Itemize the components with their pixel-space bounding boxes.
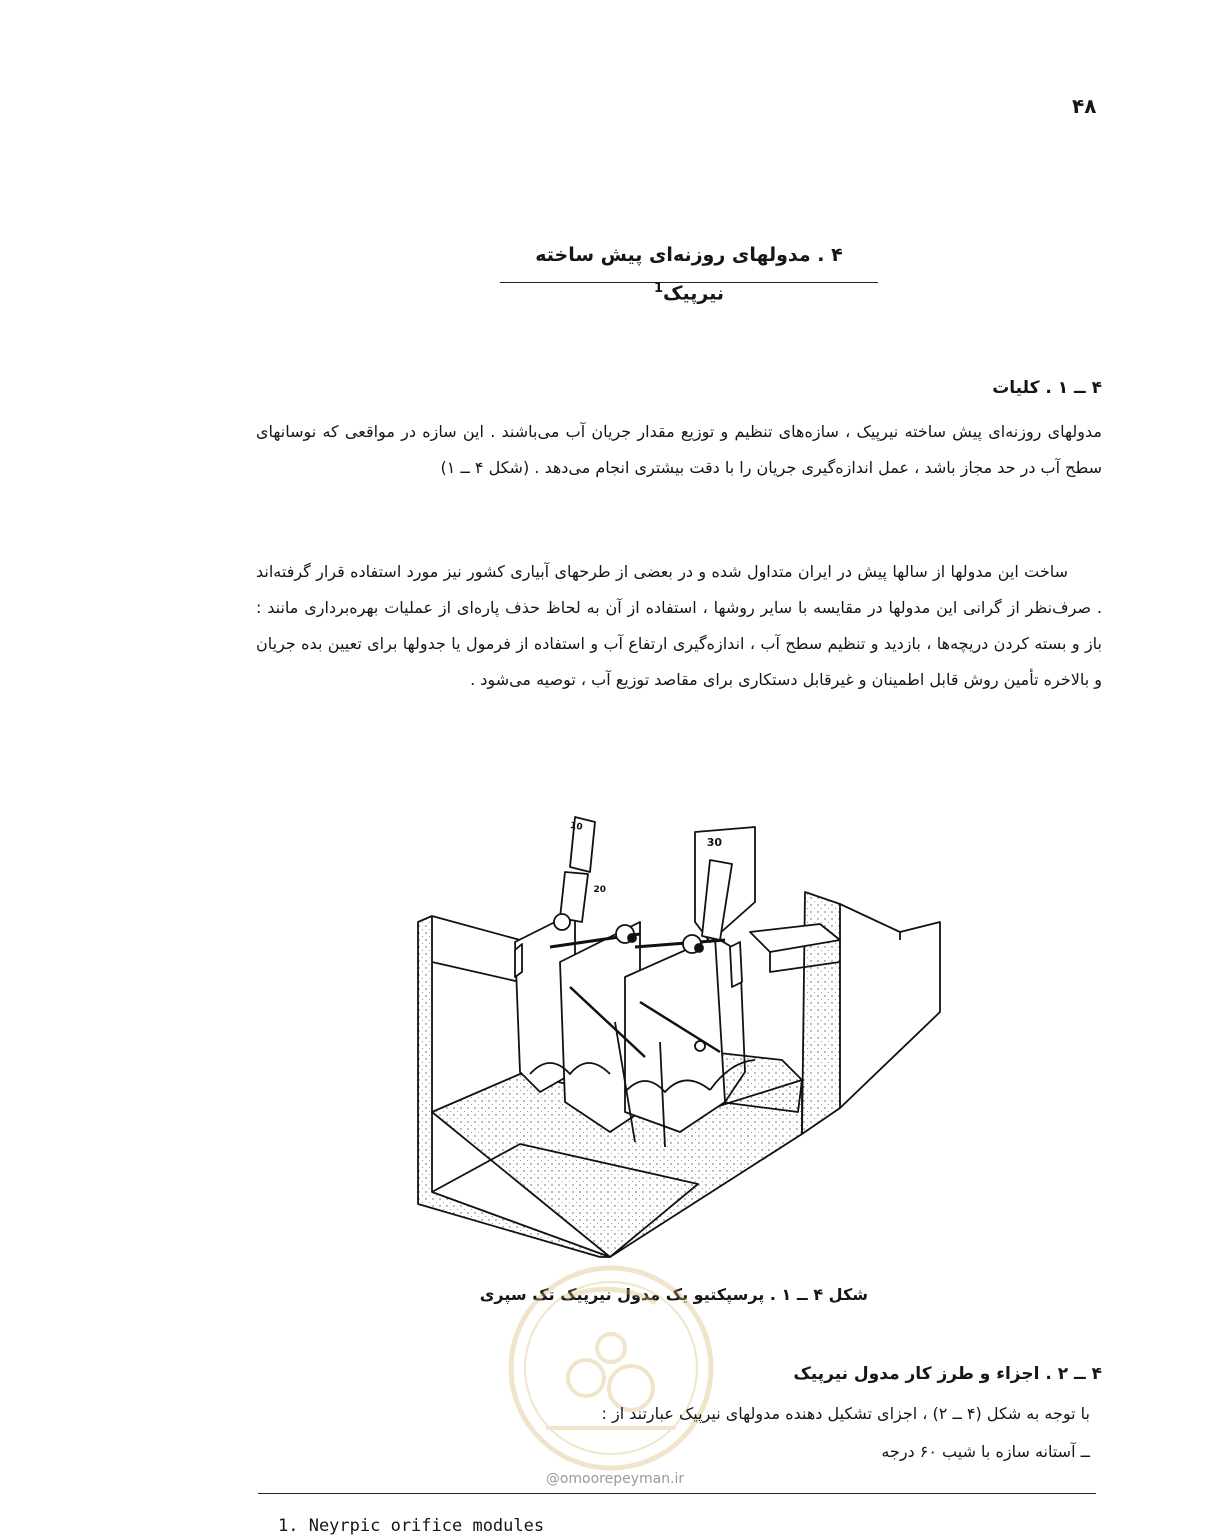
components-intro: با توجه به شکل (۴ ــ ۲) ، اجزای تشکیل دهنده مدولهای نیرپیک عبارتند از : <box>601 1404 1090 1423</box>
adjust-knob <box>554 914 570 930</box>
component-list-item: ــ آستانه سازه با شیب ۶۰ درجه <box>881 1442 1090 1461</box>
section-heading-general: ۴ ــ ۱ . کلیات <box>992 378 1102 398</box>
footnote-marker: 1 <box>653 281 663 296</box>
gate-label: 10 <box>569 820 584 833</box>
watermark-text: @omoorepeyman.ir <box>545 1471 685 1487</box>
footnote-divider <box>258 1493 1096 1494</box>
chapter-title-text: ۴ . مدولهای روزنه‌ای پیش ساخته نیرپیک <box>535 244 843 305</box>
module-perspective-figure <box>410 812 960 1262</box>
page-number: ۴۸ <box>1072 94 1097 118</box>
footnote: 1. Neyrpic orifice modules <box>278 1516 545 1536</box>
paragraph-intro: مدولهای روزنه‌ای پیش ساخته نیرپیک ، سازه‌های تنظیم و توزیع مقدار جریان آب می‌باشند . این سازه در مواقعی که نوسانهای سطح آب در حد مجاز باشد ، عمل اندازه‌گیری جریان را با دقت بیشتری انجام می‌دهد . (شکل ۴ ــ ۱) <box>256 422 1102 477</box>
section-heading-components: ۴ ــ ۲ . اجزاء و طرز کار مدول نیرپیک <box>793 1364 1102 1384</box>
figure-caption: شکل ۴ ــ ۱ . پرسپکتیو یک مدول نیرپیک تک سپری <box>479 1285 868 1304</box>
gate-label: 20 <box>593 885 606 895</box>
chapter-title <box>500 238 878 305</box>
gate-label: 30 <box>706 836 722 849</box>
paragraph-history: ساخت این مدولها از سالها پیش در ایران متداول شده و در بعضی از طرحهای آبیاری کشور نیز مورد استفاده قرار گرفته‌اند . صرف‌نظر از گرانی این مدولها در مقایسه با سایر روشها ، استفاده از آن به لحاظ حذف پاره‌ای از عملیات بهره‌برداری مانند : باز و بسته کردن دریچه‌ها ، بازدید و تنظیم سطح آب ، اندازه‌گیری ارتفاع آب و استفاده از فرمول یا جدولها برای تعیین بده جریان و بالاخره تأمین روش قابل اطمینان و غیرقابل دستکاری برای مقاصد توزیع آب ، توصیه می‌شود . <box>256 562 1102 689</box>
